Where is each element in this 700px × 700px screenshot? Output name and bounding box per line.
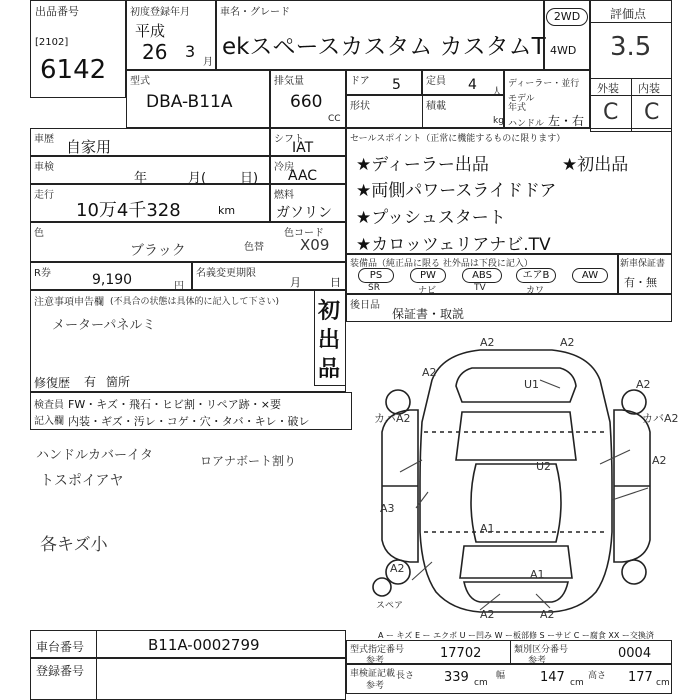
shaken-label: 車検 (34, 162, 54, 173)
cooler-label: 冷房 (274, 162, 294, 173)
width-label: 幅 (496, 671, 506, 681)
stamp-char-1: 初 (318, 299, 341, 324)
size-ref-label: 参考 (366, 681, 385, 691)
equipment-label: 装備品（純正品に限る 社外品は下段に記入） (350, 259, 533, 269)
diagram-mark-a3: A3 (380, 502, 395, 515)
mileage-value: 10万4千328 (76, 200, 181, 221)
stamp-char-3: 品 (318, 357, 341, 382)
exterior-label: 外装 (597, 82, 619, 95)
load-label: 積載 (426, 101, 446, 112)
width-value: 147 (540, 670, 565, 685)
reg-month: 3 (185, 42, 196, 61)
selling-point-2: ★初出品 (562, 155, 629, 175)
warranty-value: 有・無 (624, 276, 657, 289)
diagram-mark-a2-8: A2 (540, 608, 555, 621)
cooler-value: AAC (288, 168, 318, 184)
load-unit: kg (493, 116, 504, 126)
shaken-day: 日) (240, 171, 259, 186)
height-unit: cm (656, 678, 670, 688)
history-label: 車歴 (34, 134, 54, 145)
shift-value: IAT (292, 140, 314, 156)
reg-year: 26 (142, 40, 168, 64)
fuel-value: ガソリン (276, 205, 332, 221)
displacement-label: 排気量 (274, 76, 304, 87)
reg-month-unit: 月 (203, 57, 213, 68)
selling-point-4: ★プッシュスタート (356, 208, 506, 228)
height-label: 高さ (588, 671, 607, 681)
color-code-label: 色コード (284, 228, 324, 239)
length-value: 339 (444, 670, 469, 685)
selling-point-5: ★カロッツェリアナビ.TV (356, 235, 551, 255)
score-label: 評価点 (610, 7, 647, 21)
equip-sr: SR (368, 283, 380, 293)
after-value: 保証書・取説 (392, 307, 465, 321)
width-unit: cm (570, 678, 584, 688)
equip-abs: ABS (462, 268, 502, 283)
model-code: DBA-B11A (146, 92, 233, 112)
inspection-hand-3: トスポイアヤ (40, 473, 124, 489)
color-change-label: 色替 (244, 242, 264, 253)
type-no-value: 17702 (440, 646, 482, 661)
inspection-row-2: 内装・ギズ・汚レ・コゲ・穴・タバ・キレ・破レ (68, 415, 310, 428)
model-label: 型式 (130, 76, 150, 87)
equip-leather: カワ (526, 286, 545, 296)
diagram-mark-u2: U2 (536, 460, 552, 473)
recycle-unit: 円 (174, 281, 184, 292)
car-name: ekスペースカスタム カスタムT (222, 34, 546, 60)
model-year-label: モデル 年式 (508, 94, 535, 113)
after-label: 後日品 (350, 300, 380, 311)
diagram-mark-a2-7: A2 (480, 608, 495, 621)
type-ref-label: 参考 (366, 656, 385, 666)
diagram-mark-cover-left: カバA2 (374, 412, 411, 425)
lot-label: 出品番号 (35, 5, 79, 18)
interior-grade: C (644, 100, 660, 125)
handle-value: 左・右 (548, 114, 585, 128)
diagram-mark-a2-5: A2 (652, 454, 667, 467)
inspection-hand-2: ロアナボート割り (200, 454, 297, 468)
diagram-legend: A ー キズ E ー エクボ U ー凹み W ー板部修 S ーサビ C ー腐食 XX ー交換済 (378, 631, 654, 640)
diagram-mark-a1-1: A1 (530, 568, 545, 581)
repair-value: 有 (84, 375, 97, 389)
notes-label: 注意事項申告欄 (34, 297, 104, 308)
equip-pw: PW (410, 268, 446, 283)
diagram-mark-a2-1: A2 (480, 336, 495, 349)
fuel-label: 燃料 (274, 190, 294, 201)
displacement-unit: CC (328, 114, 341, 124)
type-no-label: 型式指定番号 (350, 645, 405, 655)
era: 平成 (135, 22, 166, 40)
recycle-label: R券 (34, 268, 51, 279)
chassis-label: 車台番号 (36, 640, 85, 654)
equip-aw: AW (572, 268, 608, 283)
equip-airbag: エアB (516, 268, 556, 283)
shaken-month: 月( (188, 171, 207, 186)
recycle-value: 9,190 (92, 272, 133, 288)
equip-ps: PS (358, 268, 394, 283)
notes-handwritten: メーターパネルミ (52, 318, 156, 333)
interior-label: 内装 (638, 82, 660, 95)
inspection-label-2: 記入欄 (34, 416, 64, 427)
class-no-label: 類別区分番号 (514, 645, 569, 655)
dealer-label: ディーラー・並行 (508, 79, 580, 89)
inspection-hand-1: ハンドルカバーイタ (36, 448, 154, 463)
color-label: 色 (34, 228, 44, 239)
shaken-box (30, 156, 270, 184)
cert-label: 車検証記載 (350, 669, 396, 679)
door-label: ドア (350, 76, 370, 87)
title-expiry-day: 日 (330, 276, 341, 289)
capacity-unit: 人 (492, 87, 502, 98)
repair-place: 箇所 (106, 375, 131, 389)
score-value: 3.5 (610, 32, 652, 62)
door-value: 5 (392, 77, 401, 93)
mileage-label: 走行 (34, 190, 54, 201)
drive-2wd: 2WD (546, 8, 588, 26)
history-value: 自家用 (66, 138, 112, 156)
car-diagram (360, 332, 679, 622)
diagram-mark-a2-3: A2 (422, 366, 437, 379)
notes-sublabel: (不具合の状態は具体的に記入して下さい) (110, 297, 280, 307)
selling-points-title: セールスポイント（正常に機能するものに限ります） (350, 134, 566, 144)
diagram-mark-a2-6: A2 (390, 562, 405, 575)
diagram-mark-cover-right: カバA2 (642, 412, 679, 425)
length-label: 長さ (396, 671, 415, 681)
first-reg-label: 初度登録年月 (130, 7, 190, 18)
spare-label: スペア (376, 601, 404, 611)
color-code-value: X09 (300, 236, 330, 254)
title-expiry-label: 名義変更期限 (196, 268, 256, 279)
reg-label: 登録番号 (36, 664, 85, 678)
height-value: 177 (628, 670, 653, 685)
displacement-value: 660 (290, 92, 323, 112)
mileage-unit: km (218, 204, 236, 217)
diagram-mark-a2-2: A2 (560, 336, 575, 349)
capacity-label: 定員 (426, 76, 446, 87)
diagram-mark-u1: U1 (524, 378, 540, 391)
shape-label: 形状 (350, 101, 370, 112)
stamp-char-2: 出 (318, 328, 341, 353)
handle-label: ハンドル (508, 119, 545, 129)
diagram-mark-a2-4: A2 (636, 378, 651, 391)
exterior-grade: C (603, 100, 619, 125)
equip-tv: TV (474, 283, 486, 293)
length-unit: cm (474, 678, 488, 688)
car-name-label: 車名・グレード (220, 7, 290, 18)
shaken-year: 年 (134, 171, 148, 186)
drive-4wd: 4WD (550, 44, 577, 57)
lot-number: 6142 (40, 55, 107, 85)
inspection-row-1: FW・キズ・飛石・ヒビ割・リペア跡・×要 (68, 398, 281, 411)
color-value: ブラック (130, 243, 186, 259)
selling-point-1: ★ディーラー出品 (356, 155, 489, 175)
class-no-value: 0004 (618, 646, 652, 661)
equip-navi: ナビ (418, 286, 437, 296)
lot-code: [2102] (35, 37, 69, 48)
chassis-value: B11A-0002799 (148, 636, 260, 654)
title-expiry-month: 月 (290, 276, 301, 289)
warranty-label: 新車保証書 (620, 259, 666, 269)
class-ref-label: 参考 (528, 656, 547, 666)
inspection-label-1: 検査員 (34, 400, 64, 411)
capacity-value: 4 (468, 77, 477, 93)
inspection-hand-4: 各キズ小 (40, 535, 108, 555)
selling-point-3: ★両側パワースライドドア (356, 181, 557, 201)
diagram-mark-a1-2: A1 (480, 522, 495, 535)
repair-label: 修復歴 (34, 376, 71, 390)
shift-label: シフト (274, 134, 304, 145)
